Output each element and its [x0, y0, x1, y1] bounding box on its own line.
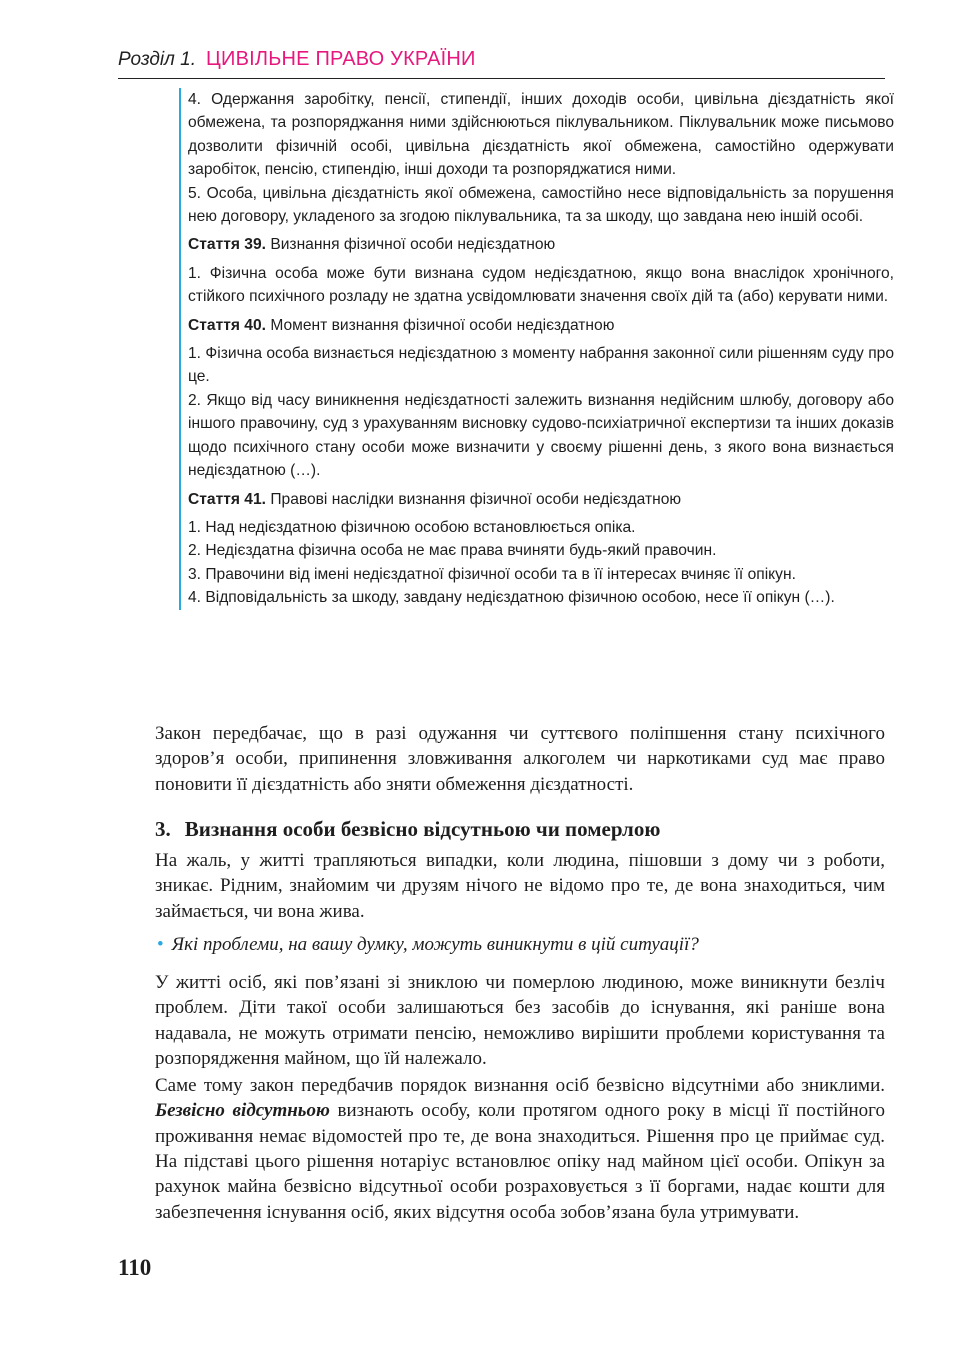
excerpt-paragraph: 1. Над недієздатною фізичною особою встановлюється опіка. — [188, 518, 636, 536]
section-number: 3. — [155, 817, 171, 841]
section-heading — [155, 817, 660, 842]
article-title: Визнання фізичної особи недієздатною — [270, 236, 556, 254]
excerpt-paragraph: 2. Недієздатна фізична особа не має права вчиняти будь-який правочин. — [188, 542, 717, 560]
body-paragraph: На жаль, у житті трапляються випадки, коли людина, пішовши з дому чи з роботи, зникає. Рідним, знайомим чи друзям нічого не відомо про те, де вона знаходиться, чим займається, чи вона жива. — [155, 850, 885, 922]
excerpt-paragraph: 4. Відповідальність за шкоду, завдану недієздатною фізичною особою, несе її опікун (…). — [188, 589, 835, 607]
excerpt-paragraph: 1. Фізична особа визнається недієздатною з моменту набрання законної сили рішенням суду про це. — [188, 345, 894, 386]
body-text-block-1 — [155, 721, 885, 797]
article-number: Стаття 39. — [188, 236, 266, 254]
section-label: Розділ 1. — [118, 49, 196, 70]
body-text-block-3 — [155, 970, 885, 1225]
excerpt-paragraph: 5. Особа, цивільна дієздатність якої обмежена, самостійно несе відповідальність за порушення нею договору, укладеного за згодою піклувальника, та за шкоду, що завдана нею іншій особі. — [188, 184, 894, 226]
article-number: Стаття 41. — [188, 490, 266, 508]
body-paragraph — [155, 1073, 885, 1225]
law-excerpt — [179, 88, 894, 610]
discussion-question — [157, 934, 699, 956]
page-number: 110 — [118, 1255, 152, 1280]
section-title: Визнання особи безвісно відсутньою чи померлою — [184, 817, 661, 841]
excerpt-paragraph: 2. Якщо від часу виникнення недієздатності залежить визнання недійсним шлюбу, договору або іншого правочину, суд з урахуванням висновку судово-психіатричної експертизи та інших доказів щодо психічного стану особи може визначити у своєму рішенні день, з якого вона визнається недієздатною (…). — [188, 391, 894, 480]
body-paragraph: Закон передбачає, що в разі одужання чи суттєвого поліпшення стану психічного здоров’я особи, припинення зловживання алкоголем чи наркотиками суд має право поновити її дієздатність або зняти обмеження дієздатності. — [155, 723, 885, 795]
excerpt-paragraph: 4. Одержання заробітку, пенсії, стипендії, інших доходів особи, цивільна дієздатність якої обмежена, та розпоряджання ними здійснюються піклувальником. Піклувальник може письмово дозволити фізичній особі, цивільна дієздатність якої обмежена, самостійно одержувати заробіток, пенсію, стипендію, інші доходи та розпоряджатися ними. — [188, 91, 894, 179]
body-text-block-2 — [155, 848, 885, 924]
article-title: Правові наслідки визнання фізичної особи недієздатною — [270, 490, 682, 508]
excerpt-paragraph: 3. Правочини від імені недієздатної фізичної особи та в її інтересах вчиняє її опікун. — [188, 565, 796, 583]
excerpt-paragraph: 1. Фізична особа може бути визнана судом недієздатною, якщо вона внаслідок хронічного, стійкого психічного розладу не здатна усвідомлювати значення своїх дій та (або) керувати ними. — [188, 264, 894, 306]
chapter-title: ЦИВІЛЬНЕ ПРАВО УКРАЇНИ — [206, 48, 476, 70]
article-number: Стаття 40. — [188, 316, 266, 334]
bullet-icon: • — [157, 934, 164, 955]
article-title: Момент визнання фізичної особи недієздатною — [270, 316, 615, 334]
article-heading-39 — [188, 233, 894, 256]
paragraph-part: визнають особу, коли протягом одного року в місці її постійного проживання немає відомостей про те, де вона знаходиться. Рішення про це приймає суд. На підставі цього рішення нотаріус встановлює опіку над майном цієї особи. Опікун за рахунок майна безвісно відсутньої особи розраховується з її боргами, надає кошти для забезпечення існування осіб, яких відсутня особа зобов’язана була утримувати. — [155, 1100, 885, 1223]
question-text: Які проблеми, на вашу думку, можуть виникнути в цій ситуації? — [171, 934, 699, 955]
paragraph-part: Саме тому закон передбачив порядок визнання осіб безвісно відсутніми або зниклими. — [155, 1075, 885, 1097]
page-header — [118, 48, 885, 79]
defined-term: Безвісно відсутньою — [155, 1100, 330, 1122]
article-heading-40 — [188, 314, 894, 337]
body-paragraph: У житті осіб, які пов’язані зі зниклою чи померлою людиною, може виникнути безліч проблем. Діти такої особи залишаються без засобів до існування, які раніше вона надавала, не можуть отримати пенсію, неможливо вирішити проблеми користування та розпорядження майном, що їй належало. — [155, 972, 885, 1069]
article-heading-41 — [188, 488, 894, 511]
